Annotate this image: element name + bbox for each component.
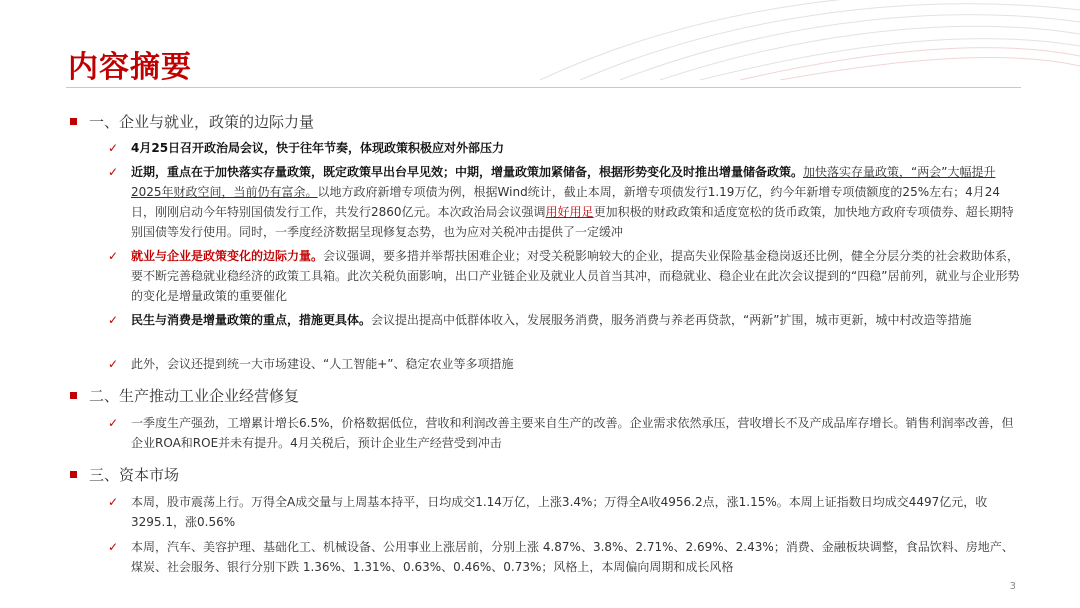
item-bold-text: 4月25日召开政治局会议，快于往年节奏，体现政策积极应对外部压力 bbox=[131, 141, 505, 155]
check-icon: ✓ bbox=[108, 249, 119, 263]
item-text: 此外，会议还提到统一大市场建设、“人工智能+”、稳定农业等多项措施 bbox=[131, 357, 514, 371]
page-title: 内容摘要 bbox=[68, 50, 192, 85]
item-text: 更加积极的财政政策和适度宽松的货币政策，加快地方政府专项债券、超长期特别国债等发行使用。同时，一季度经济数据呈现修复态势，也为应对关税冲击提供了一定缓冲 bbox=[131, 205, 1014, 239]
list-item bbox=[108, 246, 1023, 306]
check-icon: ✓ bbox=[108, 416, 119, 430]
item-underlined-text: 加快落实存量政策，“两会”大幅提升2025年财政空间，当前仍有富余。 bbox=[131, 165, 996, 199]
item-text: 一季度生产强劲，工增累计增长6.5%，价格数据低位，营收和利润改善主要来自生产的改善。企业需求依然承压，营收增长不及产成品库存增长。销售利润率改善，但企业ROA和ROE并未有提升。4月关税后，预计企业生产经营受到冲击 bbox=[131, 416, 1014, 450]
item-text: 本周，股市震荡上行。万得全A成交量与上周基本持平，日均成交1.14万亿，上涨3.4%；万得全A收4956.2点，涨1.15%。本周上证指数日均成交4497亿元，收3295.1，涨0.56% bbox=[131, 495, 988, 529]
list-item bbox=[108, 310, 1023, 330]
bullet-square-icon bbox=[70, 118, 77, 125]
bullet-square-icon bbox=[70, 392, 77, 399]
item-text: 会议强调，要多措并举帮扶困难企业；对受关税影响较大的企业，提高失业保险基金稳岗返还比例，健全分层分类的社会救助体系，要不断完善稳就业稳经济的政策工具箱。此次关税负面影响，出口产业链企业及就业人员首当其冲，而稳就业、稳企业在此次会议提到的“四稳”居前列，就业与企业形势的变化是增量政策的重要催化 bbox=[131, 249, 1020, 303]
check-icon: ✓ bbox=[108, 540, 119, 554]
check-icon: ✓ bbox=[108, 165, 119, 179]
section-3-heading bbox=[70, 463, 179, 485]
item-text: 会议提出提高中低群体收入，发展服务消费，服务消费与养老再贷款，“两新”扩围，城市更新，城中村改造等措施 bbox=[371, 313, 972, 327]
section-2-label: 二、生产推动工业企业经营修复 bbox=[89, 386, 300, 405]
title-divider bbox=[66, 87, 1021, 88]
item-bold-text: 近期，重点在于加快落实存量政策，既定政策早出台早见效；中期，增量政策加紧储备，根据形势变化及时推出增量储备政策。 bbox=[131, 165, 804, 179]
header-decoration bbox=[520, 0, 1080, 80]
list-item bbox=[108, 354, 1023, 374]
item-text: 以地方政府新增专项债为例，根据Wind统计，截止本周，新增专项债发行1.19万亿，约今年新增专项债额度的25%左右；4月24日，刚刚启动今年特别国债发行工作，共发行2860亿元。本次政治局会议强调 bbox=[131, 185, 1001, 219]
check-icon: ✓ bbox=[108, 141, 119, 155]
check-icon: ✓ bbox=[108, 495, 119, 509]
item-bold-text: 就业与企业是政策变化的边际力量。 bbox=[131, 249, 324, 263]
page-number: 3 bbox=[1009, 581, 1016, 592]
bullet-square-icon bbox=[70, 471, 77, 478]
list-item bbox=[108, 138, 1023, 158]
item-highlight-text: 用好用足 bbox=[545, 205, 594, 219]
section-2-heading bbox=[70, 384, 299, 406]
item-bold-text: 民生与消费是增量政策的重点，措施更具体。 bbox=[131, 313, 372, 327]
list-item bbox=[108, 492, 1023, 532]
section-1-heading bbox=[70, 110, 314, 132]
check-icon: ✓ bbox=[108, 357, 119, 371]
section-1-label: 一、企业与就业，政策的边际力量 bbox=[89, 112, 315, 131]
section-3-label: 三、资本市场 bbox=[89, 465, 180, 484]
list-item bbox=[108, 413, 1023, 453]
list-item bbox=[108, 537, 1023, 577]
check-icon: ✓ bbox=[108, 313, 119, 327]
list-item bbox=[108, 162, 1023, 242]
item-text: 本周，汽车、美容护理、基础化工、机械设备、公用事业上涨居前，分别上涨 4.87%、3.8%、2.71%、2.69%、2.43%；消费、金融板块调整，食品饮料、房地产、煤炭、社会服务、银行分别下跌 1.36%、1.31%、0.63%、0.46%、0.73%；风格上，本周偏向周期和成长风格 bbox=[131, 540, 1014, 574]
